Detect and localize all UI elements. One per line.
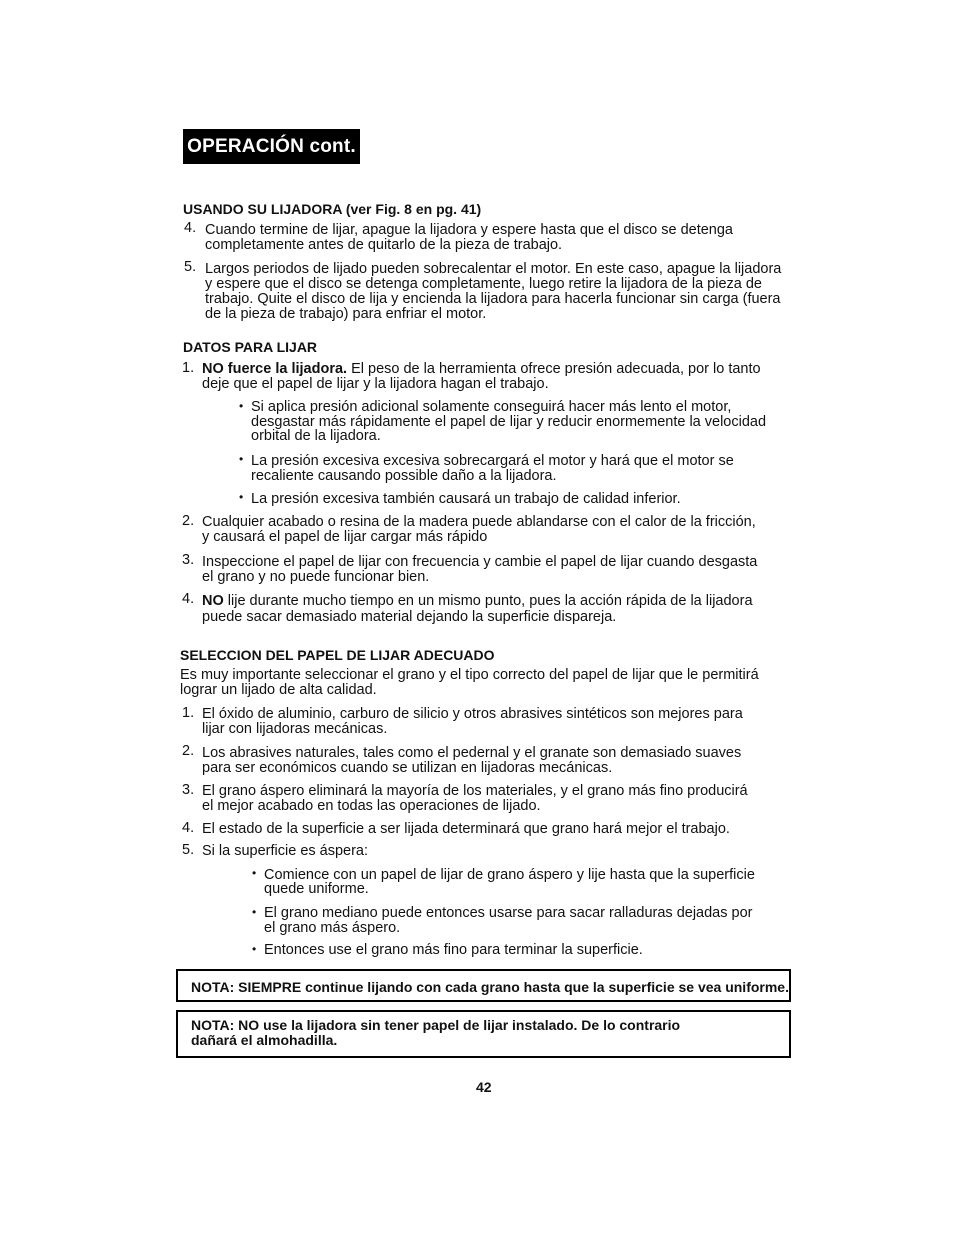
list-item-text [202,594,753,609]
list-item-text: el grano y no puede funcionar bien. [202,569,430,585]
list-number: 3. [182,782,195,798]
list-item-text: deje que el papel de lijar y la lijadora hagan el trabajo. [202,376,549,392]
bullet-text: Comience con un papel de lijar de grano áspero y lije hasta que la superficie [264,867,755,883]
bullet-text: Entonces use el grano más fino para terminar la superficie. [264,942,643,958]
bullet-text: desgastar más rápidamente el papel de lijar y reducir enormemente la velocidad [251,414,767,430]
note-text: NOTA: NO use la lijadora sin tener papel de lijar instalado. De lo contrario [191,1017,681,1033]
bullet-icon: • [239,399,244,413]
list-item-text: El peso de la herramienta ofrece presión adecuada, por lo tanto [347,361,761,377]
section-heading-seleccion: SELECCION DEL PAPEL DE LIJAR ADECUADO [180,647,495,663]
list-number: 2. [182,743,195,759]
note-box [176,1010,791,1058]
list-number: 4. [182,820,195,836]
bullet-icon: • [239,490,244,504]
list-item-text: para ser económicos cuando se utilizan en lijadoras mecánicas. [202,760,613,776]
list-number: 4. [184,220,197,236]
list-item-text [202,362,761,377]
list-item-text: lijar con lijadoras mecánicas. [202,721,388,737]
list-item-text: Los abrasives naturales, tales como el pedernal y el granate son demasiado suaves [202,745,742,761]
list-item-text: El óxido de aluminio, carburo de silicio y otros abrasives sintéticos son mejores para [202,706,743,722]
bullet-text: orbital de la lijadora. [251,428,381,444]
list-item-text: El grano áspero eliminará la mayoría de los materiales, y el grano más fino producirá [202,783,748,799]
bullet-icon: • [239,452,244,466]
list-number: 5. [182,842,195,858]
list-item-text: el mejor acabado en todas las operaciones de lijado. [202,798,541,814]
note-text: NOTA: SIEMPRE continue lijando con cada grano hasta que la superficie se vea uniforme. [191,979,789,995]
intro-text: lograr un lijado de alta calidad. [180,682,377,698]
list-item-text: Cualquier acabado o resina de la madera puede ablandarse con el calor de la fricción, [202,514,756,530]
list-item-text: y espere que el disco se detenga completamente, luego retire la lijadora de la pieza de [205,276,762,292]
bullet-icon: • [252,942,257,956]
list-item-text: trabajo. Quite el disco de lija y encienda la lijadora para hacerla funcionar sin carga (fuera [205,291,781,307]
note-text: dañará el almohadilla. [191,1032,338,1048]
bullet-text: el grano más áspero. [264,920,401,936]
bullet-text: La presión excesiva excesiva sobrecargará el motor y hará que el motor se [251,453,734,469]
list-item-text: Largos periodos de lijado pueden sobrecalentar el motor. En este caso, apague la lijadora [205,261,782,277]
bullet-icon: • [252,866,257,880]
list-item-text: Cuando termine de lijar, apague la lijadora y espere hasta que el disco se detenga [205,222,733,238]
list-item-text: y causará el papel de lijar cargar más rápido [202,529,488,545]
section-header: OPERACIÓN cont. [183,129,360,164]
list-number: 4. [182,591,195,607]
list-item-text: Inspeccione el papel de lijar con frecuencia y cambie el papel de lijar cuando desgasta [202,554,758,570]
bullet-text: recaliente causando possible daño a la lijadora. [251,468,557,484]
list-number: 5. [184,259,197,275]
bullet-text: quede uniforme. [264,881,369,897]
list-item-text: Si la superficie es áspera: [202,843,369,859]
list-number: 3. [182,552,195,568]
bullet-icon: • [252,905,257,919]
list-item-text: puede sacar demasiado material dejando la superficie dispareja. [202,609,617,625]
list-number: 1. [182,360,195,376]
list-item-text: lije durante mucho tiempo en un mismo punto, pues la acción rápida de la lijadora [223,593,753,609]
note-box [176,969,791,1002]
list-number: 2. [182,513,195,529]
list-item-text: El estado de la superficie a ser lijada determinará que grano hará mejor el trabajo. [202,821,730,837]
list-item-text: completamente antes de quitarlo de la pieza de trabajo. [205,237,563,253]
bullet-text: El grano mediano puede entonces usarse para sacar ralladuras dejadas por [264,905,753,921]
bullet-text: La presión excesiva también causará un trabajo de calidad inferior. [251,491,681,507]
section-heading-usando: USANDO SU LIJADORA (ver Fig. 8 en pg. 41) [183,201,482,217]
bullet-text: Si aplica presión adicional solamente conseguirá hacer más lento el motor, [251,399,732,415]
section-heading-datos: DATOS PARA LIJAR [183,339,318,355]
emphasis-text: NO fuerce la lijadora. [202,361,348,377]
intro-text: Es muy importante seleccionar el grano y el tipo correcto del papel de lijar que le permitirá [180,667,759,683]
list-item-text: de la pieza de trabajo) para enfriar el motor. [205,306,487,322]
page-number: 42 [476,1079,492,1095]
list-number: 1. [182,705,195,721]
emphasis-text: NO [202,593,224,609]
